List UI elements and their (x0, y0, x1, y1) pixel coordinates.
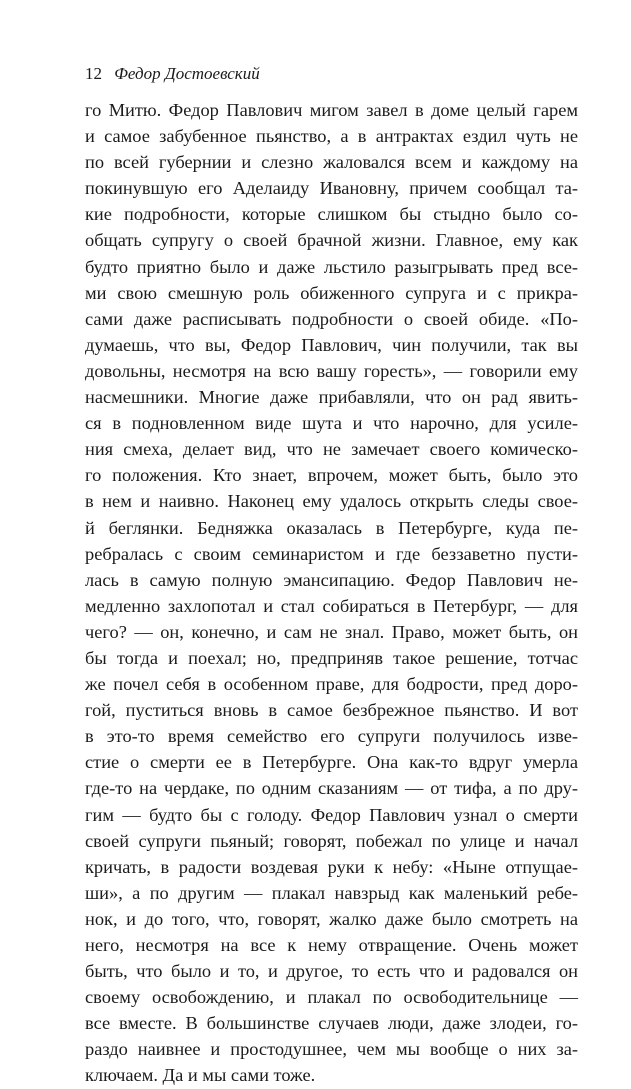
text-line: где-то на чердаке, по одним сказаниям — от тифа, а по дру- (85, 778, 578, 799)
text-line: бы тогда и поехал; но, предприняв такое решение, тотчас (85, 647, 578, 668)
body-text (85, 97, 578, 1089)
text-line: го Митю. Федор Павлович мигом завел в доме целый гарем (85, 100, 578, 120)
text-line: общать супругу о своей брачной жизни. Главное, ему как (85, 230, 578, 251)
text-line: в это-то время семейство его супруги получилось изве- (85, 726, 578, 747)
text-line: гой, пуститься вновь в самое безбрежное пьянство. И вот (85, 700, 578, 721)
text-line: й беглянки. Бедняжка оказалась в Петербурге, куда пе- (85, 517, 578, 538)
text-line: будто приятно было и даже льстило разыгрывать пред все- (85, 256, 578, 277)
text-line: своему освобождению, и плакал по освободительнице — (85, 987, 578, 1008)
text-line: покинувшую его Аделаиду Ивановну, причем сообщал та- (85, 178, 578, 199)
text-line: кричать, в радости воздевая руки к небу: «Ныне отпущае- (85, 856, 578, 877)
text-line: медленно захлопотал и стал собираться в Петербург, — для (85, 595, 578, 616)
text-line: своей супруги пьяный; говорят, побежал по улице и начал (85, 830, 578, 851)
text-line: кие подробности, которые слишком бы стыдно было со- (85, 204, 578, 225)
text-line: в нем и наивно. Наконец ему удалось открыть следы свое- (85, 491, 578, 512)
text-line: думаешь, что вы, Федор Павлович, чин получили, так вы (85, 334, 578, 355)
text-line: же почел себя в особенном праве, для бодрости, пред доро- (85, 674, 578, 695)
text-line: ми свою смешную роль обиженного супруга и с прикра- (85, 282, 578, 303)
text-line: насмешники. Многие даже прибавляли, что он рад явить- (85, 387, 578, 408)
text-line: все вместе. В большинстве случаев люди, даже злодеи, го- (85, 1013, 578, 1034)
text-line: быть, что было и то, и другое, то есть что и радовался он (85, 961, 578, 982)
text-line: него, несмотря на все к нему отвращение. Очень может (85, 935, 578, 955)
text-line: ся в подновленном виде шута и что нарочно, для усиле- (85, 413, 578, 434)
text-line: гим — будто бы с голоду. Федор Павлович узнал о смерти (85, 804, 578, 825)
text-line: раздо наивнее и простодушнее, чем мы вообще о них за- (85, 1039, 578, 1060)
page-number: 12 (85, 64, 102, 83)
text-line: ребралась с своим семинаристом и где беззаветно пусти- (85, 543, 578, 564)
text-line: ключаем. Да и мы сами тоже. (85, 1065, 316, 1086)
text-line: ния смеха, делает вид, что не замечает своего комическо- (85, 439, 578, 460)
text-line: ши», а по другим — плакал навзрыд как маленький ребе- (85, 882, 578, 903)
text-line: лась в самую полную эмансипацию. Федор Павлович не- (85, 569, 578, 590)
running-head (85, 64, 260, 84)
text-line: довольны, несмотря на всю вашу горесть», — говорили ему (85, 360, 578, 381)
text-line: чего? — он, конечно, и сам не знал. Право, может быть, он (85, 621, 578, 642)
text-line: сами даже расписывать подробности о своей обиде. «По- (85, 308, 578, 329)
text-line: по всей губернии и слезно жаловался всем и каждому на (85, 152, 578, 173)
running-title: Федор Достоевский (114, 64, 260, 83)
text-line: стие о смерти ее в Петербурге. Она как-то вдруг умерла (85, 752, 578, 773)
text-line: нок, и до того, что, говорят, жалко даже было смотреть на (85, 908, 578, 929)
text-line: го положения. Кто знает, впрочем, может быть, было это (85, 465, 578, 486)
text-line: и самое забубенное пьянство, а в антрактах ездил чуть не (85, 126, 578, 147)
